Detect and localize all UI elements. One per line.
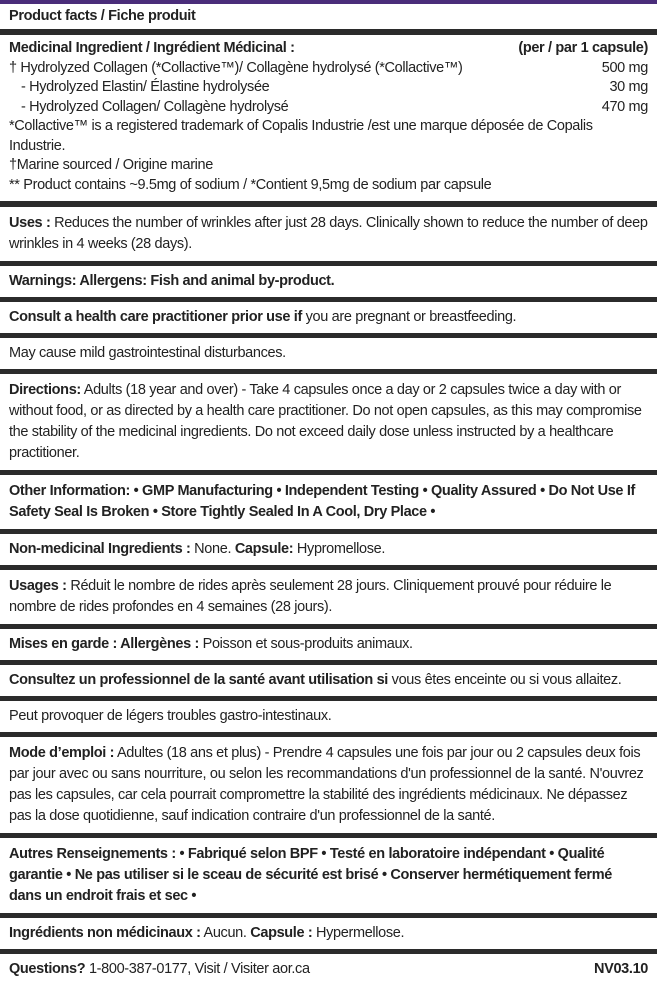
questions-label: Questions? [9,961,86,977]
ingredient-row [9,98,648,118]
sodium-note: ** Product contains ~9.5mg of sodium / *Contient 9,5mg de sodium par capsule [9,176,492,193]
capsule-label: Capsule: [234,541,294,557]
ingredient-amount: 500 mg [601,59,648,76]
non-medicinal-fr-label: Ingrédients non médicinaux : [9,925,201,941]
troubles-warning: Peut provoquer de légers troubles gastro-intestinaux. [9,708,332,724]
medicinal-header-label: Medicinal Ingredient / Ingrédient Médicinal : [9,40,295,56]
trademark-note: *Collactive™ is a registered trademark of Copalis Industrie /est une marque déposée de Copalis Industrie. [9,118,593,154]
mises-text: Poisson et sous-produits animaux. [198,636,413,652]
consult-text: you are pregnant or breastfeeding. [301,309,517,325]
medicinal-header [9,39,648,59]
version-code: NV03.10 [594,961,648,977]
usages-label: Usages : [9,578,67,594]
contact-text: 1-800-387-0177, Visit / Visiter aor.ca [85,961,310,977]
consultez-text: vous êtes enceinte ou si vous allaitez. [387,672,622,688]
ingredient-name: † Hydrolyzed Collagen (*Collactive™)/ Collagène hydrolysé (*Collactive™) [9,59,463,76]
non-medicinal-fr-section [0,918,657,949]
capsule-value: Hypromellose. [293,541,386,557]
medicinal-ingredients-section [0,35,657,201]
ingredient-row [9,59,648,79]
mode-emploi-section [0,737,657,833]
per-capsule-label: (per / par 1 capsule) [518,40,648,56]
ingredient-row [9,78,648,98]
uses-section [0,207,657,261]
usages-text: Réduit le nombre de rides après seulement 28 jours. Cliniquement prouvé pour réduire le nombre de rides profondes en 4 semaines (28 jours). [9,578,612,615]
consultez-section [0,665,657,696]
gi-warning: May cause mild gastrointestinal disturbances. [9,345,286,361]
ingredient-name: - Hydrolyzed Elastin/ Élastine hydrolysée [21,79,270,95]
non-medicinal-value: None. [190,541,235,557]
uses-label: Uses : [9,215,51,231]
mises-en-garde-section [0,629,657,660]
directions-section [0,374,657,470]
consult-label: Consult a health care practitioner prior use if [9,309,302,325]
mode-label: Mode d’emploi : [9,745,115,761]
autres-renseignements-section: Autres Renseignements : • Fabriqué selon BPF • Testé en laboratoire indépendant • Qualité garantie • Ne pas utiliser si le sceau de sécurité est brisé • Conserver hermétiquement fermé dans un endroit frais et sec • [9,846,612,904]
directions-text: Adults (18 year and over) - Take 4 capsules once a day or 2 capsules twice a day with or without food, or as directed by a health care practitioner. Do not open capsules, as this may compromise the stability of the medicinal ingredients. Do not exceed daily dose unless instructed by a healthcare practitioner. [9,382,642,461]
non-medicinal-section [0,534,657,565]
footer [0,954,657,985]
mises-label: Mises en garde : Allergènes : [9,636,199,652]
consultez-label: Consultez un professionnel de la santé avant utilisation si [9,672,388,688]
warnings-section: Warnings: Allergens: Fish and animal by-product. [9,273,335,289]
marine-note: †Marine sourced / Origine marine [9,157,213,173]
capsule-fr-label: Capsule : [250,925,313,941]
ingredient-name: - Hydrolyzed Collagen/ Collagène hydrolysé [21,98,289,115]
non-medicinal-label: Non-medicinal Ingredients : [9,541,191,557]
footer-contact [9,959,310,980]
capsule-fr-value: Hypermellose. [312,925,405,941]
ingredient-amount: 30 mg [609,79,648,95]
ingredient-amount: 470 mg [601,98,648,115]
other-information-section: Other Information: • GMP Manufacturing • Independent Testing • Quality Assured • Do Not Use If Safety Seal Is Broken • Store Tightly Sealed In A Cool, Dry Place • [9,483,635,520]
mode-text: Adultes (18 ans et plus) - Prendre 4 capsules une fois par jour ou 2 capsules deux fois par jour avec ou sans nourriture, ou selon les recommandations d'un professionnel de la santé. N'ouvrez pas les capsules, car cela pourrait compromettre la stabilité des ingrédients médicinaux. Ne dépassez pas la dose quotidienne, sauf indication contraire d'un professionnel de la santé. [9,745,644,824]
uses-text: Reduces the number of wrinkles after just 28 days. Clinically shown to reduce the number of deep wrinkles in 4 weeks (28 days). [9,215,648,252]
usages-section [0,570,657,624]
panel-title: Product facts / Fiche produit [9,8,196,24]
consult-section [0,302,657,333]
directions-label: Directions: [9,382,81,398]
non-medicinal-fr-value: Aucun. [200,925,251,941]
